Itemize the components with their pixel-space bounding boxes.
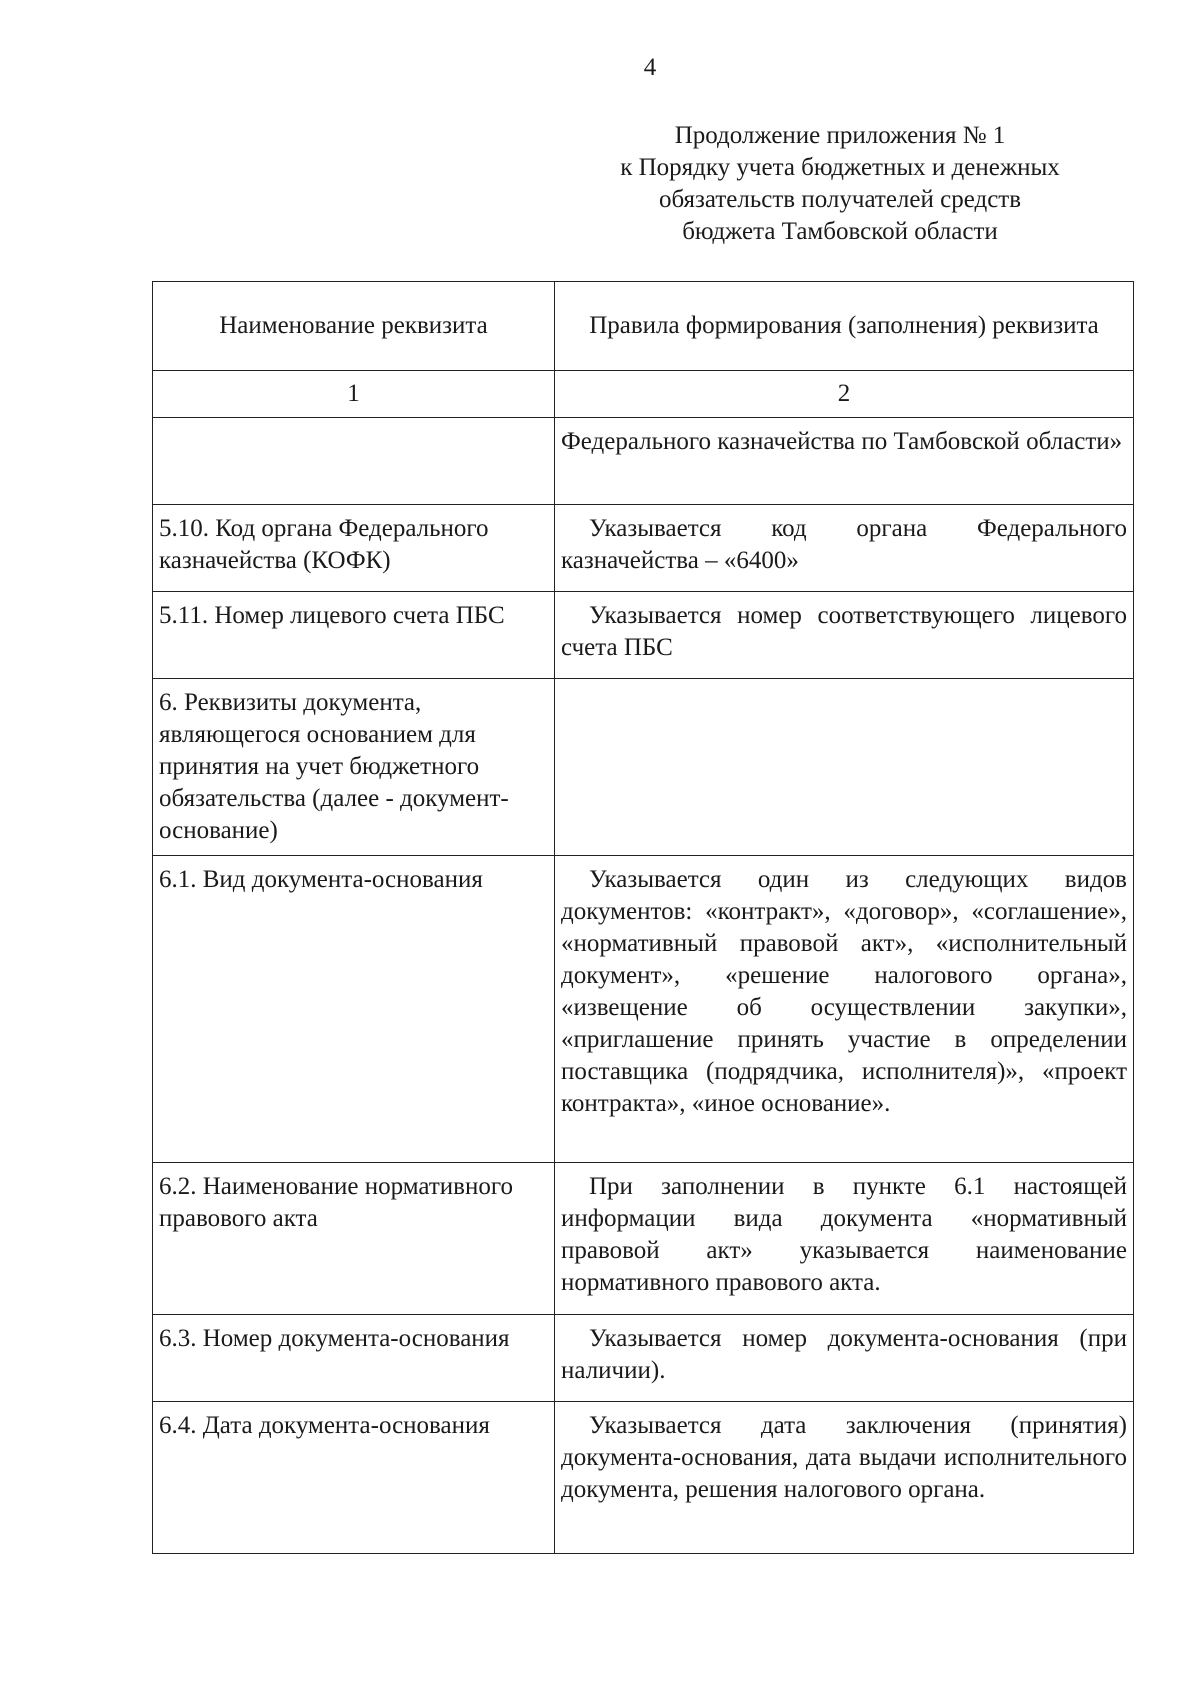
column-number: 2 <box>555 371 1134 418</box>
table-row <box>153 1402 1134 1554</box>
requisite-rule <box>555 679 1134 856</box>
requisite-name: 6.4. Дата документа-основания <box>153 1402 555 1554</box>
appendix-header <box>580 120 1100 248</box>
requisite-rule: Указывается один из следующих видов документов: «контракт», «договор», «соглашение», «нормативный правовой акт», «исполнительный документ», «решение налогового органа», «извещение об осуществлении закупки», «приглашение принять участие в определении поставщика (подрядчика, исполнителя)», «проект контракта», «иное основание». <box>555 856 1134 1163</box>
requisite-rule: Указывается код органа Федерального казначейства – «6400» <box>555 505 1134 592</box>
table-row <box>153 1163 1134 1315</box>
requisite-name: 6.1. Вид документа-основания <box>153 856 555 1163</box>
requisite-rule: Указывается номер соответствующего лицевого счета ПБС <box>555 592 1134 679</box>
requisite-name: 6. Реквизиты документа, являющегося основанием для принятия на учет бюджетного обязательства (далее - документ-основание) <box>153 679 555 856</box>
page-number: 4 <box>643 54 657 81</box>
appendix-line: к Порядку учета бюджетных и денежных <box>620 154 1060 181</box>
table-header-row <box>153 282 1134 371</box>
header-cell-name: Наименование реквизита <box>153 282 555 371</box>
appendix-line: бюджета Тамбовской области <box>682 218 998 245</box>
table-row <box>153 592 1134 679</box>
appendix-line: обязательств получателей средств <box>658 186 1022 213</box>
requisite-name: 5.10. Код органа Федерального казначейства (КОФК) <box>153 505 555 592</box>
header-cell-rule: Правила формирования (заполнения) реквизита <box>555 282 1134 371</box>
column-numbers-row <box>153 371 1134 418</box>
requisite-name: 6.2. Наименование нормативного правового акта <box>153 1163 555 1315</box>
requisites-table <box>152 281 1134 1554</box>
table-row <box>153 856 1134 1163</box>
requisite-name: 5.11. Номер лицевого счета ПБС <box>153 592 555 679</box>
requisite-rule: При заполнении в пункте 6.1 настоящей информации вида документа «нормативный правовой акт» указывается наименование нормативного правового акта. <box>555 1163 1134 1315</box>
requisite-name: 6.3. Номер документа-основания <box>153 1315 555 1402</box>
table-row <box>153 679 1134 856</box>
requisite-name <box>153 418 555 505</box>
requisite-rule: Указывается дата заключения (принятия) документа-основания, дата выдачи исполнительного документа, решения налогового органа. <box>555 1402 1134 1554</box>
column-number: 1 <box>153 371 555 418</box>
requisite-rule: Указывается номер документа-основания (при наличии). <box>555 1315 1134 1402</box>
table-row <box>153 1315 1134 1402</box>
table-row <box>153 418 1134 505</box>
requisite-rule: Федерального казначейства по Тамбовской области» <box>555 418 1134 505</box>
table-row <box>153 505 1134 592</box>
appendix-line: Продолжение приложения № 1 <box>674 122 1006 149</box>
